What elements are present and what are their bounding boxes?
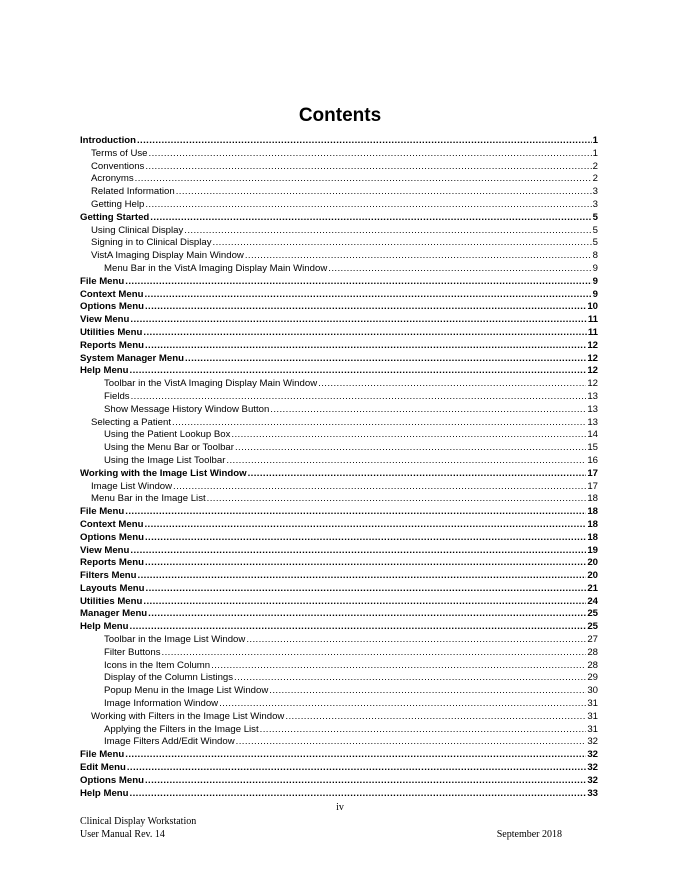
toc-dot-leader xyxy=(125,276,591,289)
toc-entry-page: 18 xyxy=(587,506,598,518)
toc-entry-page: 21 xyxy=(587,582,598,594)
toc-entry[interactable] xyxy=(80,647,598,660)
toc-dot-leader xyxy=(328,263,591,276)
toc-entry-page: 8 xyxy=(592,250,598,262)
toc-dot-leader xyxy=(236,736,587,749)
toc-entry[interactable] xyxy=(80,186,598,199)
toc-entry-page: 28 xyxy=(587,659,598,671)
toc-dot-leader xyxy=(213,237,592,250)
toc-entry-page: 18 xyxy=(587,531,598,543)
toc-entry-title: File Menu xyxy=(80,749,125,761)
toc-dot-leader xyxy=(150,212,591,225)
toc-entry-page: 12 xyxy=(587,365,598,377)
table-of-contents xyxy=(80,135,598,800)
toc-entry[interactable] xyxy=(80,608,598,621)
toc-entry-page: 5 xyxy=(592,237,598,249)
toc-dot-leader xyxy=(125,749,586,762)
toc-dot-leader xyxy=(144,289,591,302)
toc-dot-leader xyxy=(248,468,587,481)
toc-entry[interactable] xyxy=(80,353,598,366)
toc-entry-title: Utilities Menu xyxy=(80,595,143,607)
toc-entry[interactable] xyxy=(80,135,598,148)
toc-dot-leader xyxy=(137,135,592,148)
toc-dot-leader xyxy=(176,186,592,199)
toc-entry-title: Fields xyxy=(104,390,130,402)
toc-entry-title: Image Filters Add/Edit Window xyxy=(104,736,235,748)
toc-entry[interactable] xyxy=(80,762,598,775)
toc-entry-title: Filter Buttons xyxy=(104,646,161,658)
toc-entry-title: VistA Imaging Display Main Window xyxy=(91,250,244,262)
toc-entry-title: Acronyms xyxy=(91,173,134,185)
toc-entry[interactable] xyxy=(80,481,598,494)
toc-entry-page: 31 xyxy=(587,710,598,722)
toc-entry-title: Filters Menu xyxy=(80,570,137,582)
toc-entry-title: Using Clinical Display xyxy=(91,224,184,236)
toc-dot-leader xyxy=(234,672,586,685)
toc-dot-leader xyxy=(207,493,587,506)
toc-entry-title: Reports Menu xyxy=(80,557,144,569)
toc-entry-page: 27 xyxy=(587,634,598,646)
toc-entry[interactable] xyxy=(80,685,598,698)
toc-entry[interactable] xyxy=(80,583,598,596)
toc-entry-title: Menu Bar in the Image List xyxy=(91,493,206,505)
toc-entry-title: Related Information xyxy=(91,186,175,198)
toc-dot-leader xyxy=(145,161,591,174)
toc-entry-title: Edit Menu xyxy=(80,762,126,774)
toc-entry-title: Image List Window xyxy=(91,480,173,492)
toc-dot-leader xyxy=(219,698,586,711)
toc-entry[interactable] xyxy=(80,263,598,276)
toc-entry[interactable] xyxy=(80,442,598,455)
toc-entry-title: Icons in the Item Column xyxy=(104,659,211,671)
toc-entry-page: 18 xyxy=(587,518,598,530)
toc-entry[interactable] xyxy=(80,314,598,327)
toc-dot-leader xyxy=(184,225,591,238)
toc-dot-leader xyxy=(127,762,586,775)
toc-dot-leader xyxy=(144,519,586,532)
toc-entry[interactable] xyxy=(80,788,598,801)
toc-entry[interactable] xyxy=(80,148,598,161)
toc-entry-title: Image Information Window xyxy=(104,698,219,710)
toc-entry[interactable] xyxy=(80,711,598,724)
toc-entry[interactable] xyxy=(80,596,598,609)
toc-entry-page: 16 xyxy=(587,454,598,466)
toc-entry-page: 1 xyxy=(592,135,598,146)
toc-entry[interactable] xyxy=(80,532,598,545)
toc-dot-leader xyxy=(246,634,586,647)
toc-entry-title: File Menu xyxy=(80,275,125,287)
toc-entry-page: 9 xyxy=(592,275,598,287)
toc-entry[interactable] xyxy=(80,634,598,647)
toc-dot-leader xyxy=(145,775,586,788)
toc-entry-page: 32 xyxy=(587,749,598,761)
toc-entry-page: 5 xyxy=(592,224,598,236)
toc-entry-title: Using the Image List Toolbar xyxy=(104,454,226,466)
toc-entry[interactable] xyxy=(80,173,598,186)
toc-entry-title: Show Message History Window Button xyxy=(104,403,270,415)
toc-entry-title: Using the Menu Bar or Toolbar xyxy=(104,442,234,454)
toc-entry-page: 29 xyxy=(587,672,598,684)
toc-entry-page: 10 xyxy=(587,301,598,313)
toc-entry-title: File Menu xyxy=(80,506,125,518)
toc-dot-leader xyxy=(172,417,586,430)
toc-entry-title: Help Menu xyxy=(80,621,129,633)
toc-entry[interactable] xyxy=(80,378,598,391)
toc-entry[interactable] xyxy=(80,327,598,340)
toc-dot-leader xyxy=(269,685,586,698)
toc-entry-page: 30 xyxy=(587,685,598,697)
toc-entry-page: 24 xyxy=(587,595,598,607)
toc-entry[interactable] xyxy=(80,493,598,506)
toc-entry-page: 12 xyxy=(587,339,598,351)
toc-dot-leader xyxy=(235,442,586,455)
toc-entry[interactable] xyxy=(80,736,598,749)
toc-entry-title: Utilities Menu xyxy=(80,326,143,338)
toc-entry-page: 3 xyxy=(592,186,598,198)
toc-entry-page: 31 xyxy=(587,698,598,710)
toc-dot-leader xyxy=(231,429,586,442)
toc-entry[interactable] xyxy=(80,429,598,442)
toc-entry-page: 13 xyxy=(587,390,598,402)
toc-dot-leader xyxy=(211,660,586,673)
toc-entry-page: 17 xyxy=(587,480,598,492)
toc-dot-leader xyxy=(226,455,586,468)
toc-entry[interactable] xyxy=(80,506,598,519)
toc-entry-page: 32 xyxy=(587,774,598,786)
toc-entry-title: Menu Bar in the VistA Imaging Display Main Window xyxy=(104,262,328,274)
toc-entry-page: 5 xyxy=(592,211,598,223)
toc-entry-title: Toolbar in the Image List Window xyxy=(104,634,246,646)
toc-entry[interactable] xyxy=(80,225,598,238)
toc-dot-leader xyxy=(285,711,586,724)
toc-entry-title: Working with the Image List Window xyxy=(80,467,247,479)
toc-entry[interactable] xyxy=(80,749,598,762)
toc-dot-leader xyxy=(125,506,586,519)
toc-entry[interactable] xyxy=(80,301,598,314)
toc-dot-leader xyxy=(143,327,586,340)
toc-entry-title: Help Menu xyxy=(80,787,129,799)
toc-entry-page: 19 xyxy=(587,544,598,556)
toc-entry-title: Options Menu xyxy=(80,531,144,543)
toc-entry-page: 13 xyxy=(587,403,598,415)
toc-entry[interactable] xyxy=(80,417,598,430)
toc-dot-leader xyxy=(138,570,587,583)
toc-dot-leader xyxy=(318,378,586,391)
toc-entry-title: Toolbar in the VistA Imaging Display Main Window xyxy=(104,378,318,390)
toc-entry-page: 25 xyxy=(587,621,598,633)
toc-entry-page: 32 xyxy=(587,762,598,774)
toc-entry-title: Display of the Column Listings xyxy=(104,672,234,684)
toc-entry-page: 13 xyxy=(587,416,598,428)
toc-entry-page: 9 xyxy=(592,262,598,274)
toc-dot-leader xyxy=(143,596,586,609)
toc-entry-page: 20 xyxy=(587,557,598,569)
toc-entry[interactable] xyxy=(80,775,598,788)
toc-entry-title: Options Menu xyxy=(80,774,144,786)
toc-entry-page: 2 xyxy=(592,160,598,172)
toc-entry-page: 12 xyxy=(587,352,598,364)
toc-entry-title: Using the Patient Lookup Box xyxy=(104,429,231,441)
toc-entry-title: Working with Filters in the Image List Window xyxy=(91,710,285,722)
toc-entry[interactable] xyxy=(80,519,598,532)
toc-entry-page: 12 xyxy=(587,378,598,390)
toc-entry-page: 28 xyxy=(587,646,598,658)
toc-dot-leader xyxy=(245,250,592,263)
toc-entry[interactable] xyxy=(80,724,598,737)
toc-entry-title: System Manager Menu xyxy=(80,352,184,364)
footer-doc-title: Clinical Display Workstation xyxy=(80,816,197,827)
toc-entry[interactable] xyxy=(80,404,598,417)
toc-dot-leader xyxy=(130,545,586,558)
toc-entry-title: Introduction xyxy=(80,135,136,146)
toc-entry-page: 25 xyxy=(587,608,598,620)
toc-dot-leader xyxy=(162,647,587,660)
toc-entry-title: Options Menu xyxy=(80,301,144,313)
toc-dot-leader xyxy=(130,788,587,801)
toc-entry[interactable] xyxy=(80,340,598,353)
toc-dot-leader xyxy=(145,199,591,212)
toc-entry-page: 18 xyxy=(587,493,598,505)
toc-entry[interactable] xyxy=(80,621,598,634)
toc-entry[interactable] xyxy=(80,455,598,468)
toc-entry-title: Selecting a Patient xyxy=(91,416,172,428)
toc-dot-leader xyxy=(149,148,592,161)
toc-entry-title: Reports Menu xyxy=(80,339,144,351)
toc-dot-leader xyxy=(131,391,587,404)
toc-entry[interactable] xyxy=(80,289,598,302)
toc-entry-title: Getting Started xyxy=(80,211,150,223)
toc-entry-page: 33 xyxy=(587,787,598,799)
toc-entry[interactable] xyxy=(80,545,598,558)
toc-entry-page: 15 xyxy=(587,442,598,454)
toc-entry-title: Popup Menu in the Image List Window xyxy=(104,685,269,697)
toc-dot-leader xyxy=(260,724,587,737)
toc-entry-title: View Menu xyxy=(80,544,130,556)
toc-dot-leader xyxy=(130,314,586,327)
toc-entry-page: 11 xyxy=(587,314,598,326)
toc-entry[interactable] xyxy=(80,557,598,570)
toc-entry[interactable] xyxy=(80,698,598,711)
toc-entry[interactable] xyxy=(80,570,598,583)
toc-entry[interactable] xyxy=(80,660,598,673)
toc-entry-title: Conventions xyxy=(91,160,145,172)
toc-entry-title: Context Menu xyxy=(80,288,144,300)
toc-entry-title: Applying the Filters in the Image List xyxy=(104,723,259,735)
toc-dot-leader xyxy=(270,404,586,417)
toc-dot-leader xyxy=(145,532,586,545)
toc-entry-page: 2 xyxy=(592,173,598,185)
toc-entry[interactable] xyxy=(80,161,598,174)
toc-dot-leader xyxy=(135,173,592,186)
toc-dot-leader xyxy=(145,301,586,314)
toc-entry-title: Layouts Menu xyxy=(80,582,145,594)
toc-dot-leader xyxy=(148,608,586,621)
page-title: Contents xyxy=(298,105,382,126)
toc-entry-title: Terms of Use xyxy=(91,147,148,159)
toc-dot-leader xyxy=(145,340,586,353)
toc-entry[interactable] xyxy=(80,212,598,225)
toc-entry-title: Manager Menu xyxy=(80,608,148,620)
toc-entry[interactable] xyxy=(80,199,598,212)
toc-entry[interactable] xyxy=(80,250,598,263)
toc-entry-page: 17 xyxy=(587,467,598,479)
toc-entry-title: View Menu xyxy=(80,314,130,326)
toc-entry-title: Context Menu xyxy=(80,518,144,530)
toc-entry-page: 1 xyxy=(592,147,598,159)
toc-entry[interactable] xyxy=(80,237,598,250)
toc-entry-title: Help Menu xyxy=(80,365,129,377)
toc-entry[interactable] xyxy=(80,672,598,685)
toc-dot-leader xyxy=(185,353,586,366)
toc-entry[interactable] xyxy=(80,276,598,289)
footer-doc-version: User Manual Rev. 14 xyxy=(80,829,165,840)
toc-entry-page: 14 xyxy=(587,429,598,441)
toc-entry-title: Signing in to Clinical Display xyxy=(91,237,212,249)
toc-dot-leader xyxy=(173,481,586,494)
page-number: iv xyxy=(336,802,344,813)
toc-entry-page: 9 xyxy=(592,288,598,300)
page-footer xyxy=(80,815,562,841)
toc-entry-page: 3 xyxy=(592,198,598,210)
toc-entry-title: Getting Help xyxy=(91,198,145,210)
toc-dot-leader xyxy=(146,583,587,596)
toc-entry-page: 11 xyxy=(587,326,598,338)
toc-entry[interactable] xyxy=(80,365,598,378)
toc-dot-leader xyxy=(130,621,587,634)
toc-dot-leader xyxy=(145,557,586,570)
footer-date: September 2018 xyxy=(496,829,562,840)
toc-entry[interactable] xyxy=(80,391,598,404)
toc-entry-page: 32 xyxy=(587,736,598,748)
toc-dot-leader xyxy=(130,365,587,378)
toc-entry-page: 31 xyxy=(587,723,598,735)
toc-entry-page: 20 xyxy=(587,570,598,582)
toc-entry[interactable] xyxy=(80,468,598,481)
